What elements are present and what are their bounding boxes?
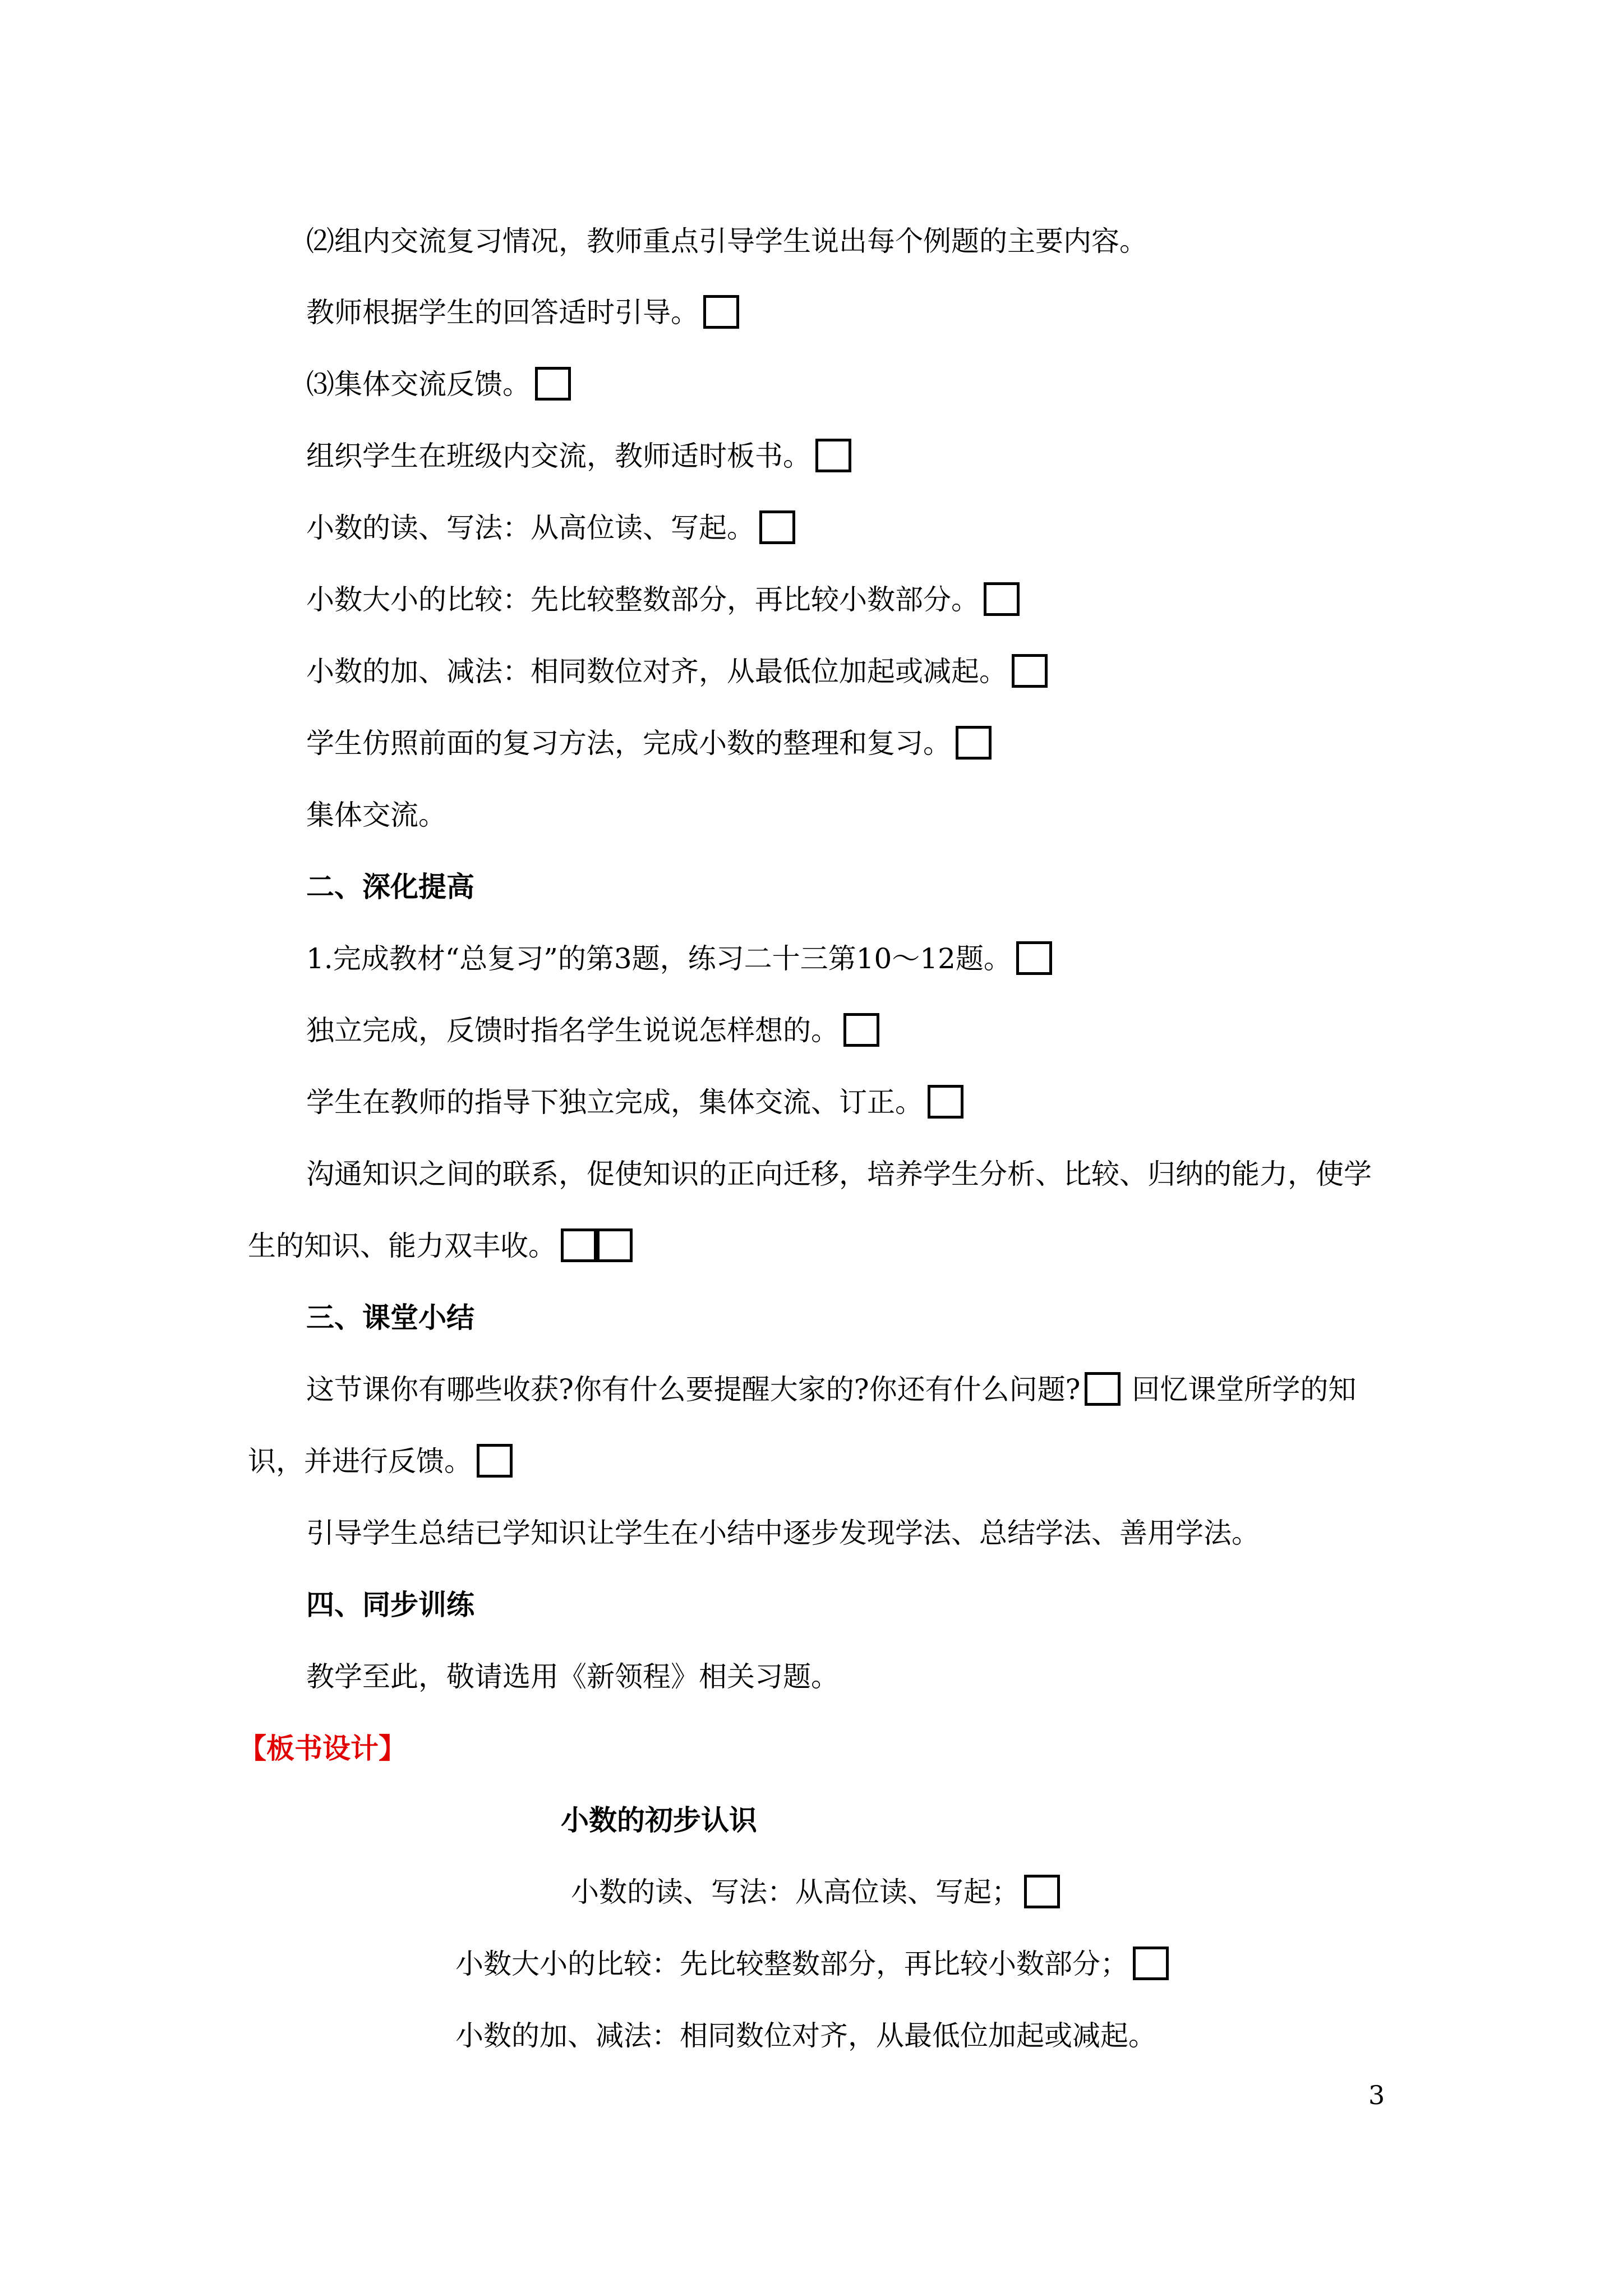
checkbox[interactable]: [703, 295, 739, 329]
checkbox[interactable]: [928, 1085, 963, 1119]
board-line: [455, 2016, 1156, 2055]
checkbox[interactable]: [1085, 1372, 1121, 1406]
paragraph-line: [306, 939, 1052, 978]
text: 独立完成，反馈时指名学生说说怎样想的。: [306, 1014, 839, 1047]
checkbox[interactable]: [956, 726, 992, 760]
text: 组织学生在班级内交流，教师适时板书。: [306, 440, 811, 472]
checkbox[interactable]: [477, 1444, 513, 1478]
text: 集体交流。: [306, 799, 446, 831]
text: 学生在教师的指导下独立完成，集体交流、订正。: [306, 1086, 923, 1119]
paragraph-line: [306, 222, 1147, 261]
checkbox[interactable]: [1133, 1947, 1169, 1980]
text: ⑶集体交流反馈。: [306, 368, 531, 401]
text: 这节课你有哪些收获?你有什么要提醒大家的?你还有什么问题?: [306, 1373, 1081, 1406]
text: 小数的读、写法：从高位读、写起；: [571, 1876, 1020, 1908]
paragraph-line: [248, 1226, 633, 1266]
paragraph-line: [306, 795, 446, 835]
checkbox[interactable]: [984, 582, 1020, 616]
text: 回忆课堂所学的知: [1132, 1373, 1357, 1406]
text: 小数大小的比较：先比较整数部分，再比较小数部分。: [306, 583, 979, 616]
paragraph-line: [306, 436, 851, 476]
checkbox[interactable]: [561, 1228, 597, 1262]
paragraph-line: [306, 652, 1048, 691]
page-number: 3: [1368, 2080, 1385, 2110]
text: 小数大小的比较：先比较整数部分，再比较小数部分；: [455, 1948, 1128, 1980]
board-design-heading: 【板书设计】: [238, 1732, 407, 1765]
paragraph-line: [306, 1370, 1356, 1409]
section-heading: 四、同步训练: [306, 1588, 474, 1621]
text: 教师根据学生的回答适时引导。: [306, 296, 699, 329]
checkbox[interactable]: [1016, 941, 1052, 975]
text: 学生仿照前面的复习方法，完成小数的整理和复习。: [306, 727, 951, 760]
paragraph-line: [306, 1657, 839, 1696]
checkbox[interactable]: [1024, 1875, 1060, 1908]
board-line: [571, 1872, 1060, 1912]
paragraph-line: [306, 1011, 879, 1050]
paragraph-line: [306, 1083, 963, 1122]
checkbox[interactable]: [597, 1228, 633, 1262]
paragraph-line: [306, 365, 571, 404]
paragraph-line: [306, 1154, 1372, 1194]
text: 1.完成教材“总复习”的第3题，练习二十三第10～12题。: [306, 942, 1012, 975]
section-heading: 三、课堂小结: [306, 1301, 474, 1334]
checkbox[interactable]: [1012, 654, 1048, 688]
board-title: 小数的初步认识: [561, 1803, 757, 1837]
paragraph-line: [306, 1513, 1260, 1553]
paragraph-line: [306, 724, 992, 763]
text: 识，并进行反馈。: [248, 1445, 472, 1478]
paragraph-line: [306, 293, 739, 332]
text: 引导学生总结已学知识让学生在小结中逐步发现学法、总结学法、善用学法。: [306, 1517, 1260, 1549]
text: 沟通知识之间的联系，促使知识的正向迁移，培养学生分析、比较、归纳的能力，使学: [306, 1158, 1372, 1190]
section-heading: 二、深化提高: [306, 870, 474, 903]
checkbox[interactable]: [815, 439, 851, 472]
paragraph-line: [248, 1442, 513, 1481]
text: 生的知识、能力双丰收。: [248, 1230, 556, 1262]
checkbox[interactable]: [535, 367, 571, 401]
text: ⑵组内交流复习情况，教师重点引导学生说出每个例题的主要内容。: [306, 225, 1147, 257]
checkbox[interactable]: [843, 1013, 879, 1047]
text: 小数的读、写法：从高位读、写起。: [306, 512, 755, 544]
board-line: [455, 1944, 1169, 1984]
paragraph-line: [306, 580, 1020, 619]
text: 教学至此，敬请选用《新领程》相关习题。: [306, 1660, 839, 1693]
text: 小数的加、减法：相同数位对齐，从最低位加起或减起。: [306, 655, 1007, 688]
text: 小数的加、减法：相同数位对齐，从最低位加起或减起。: [455, 2019, 1156, 2052]
checkbox[interactable]: [759, 510, 795, 544]
paragraph-line: [306, 508, 795, 547]
